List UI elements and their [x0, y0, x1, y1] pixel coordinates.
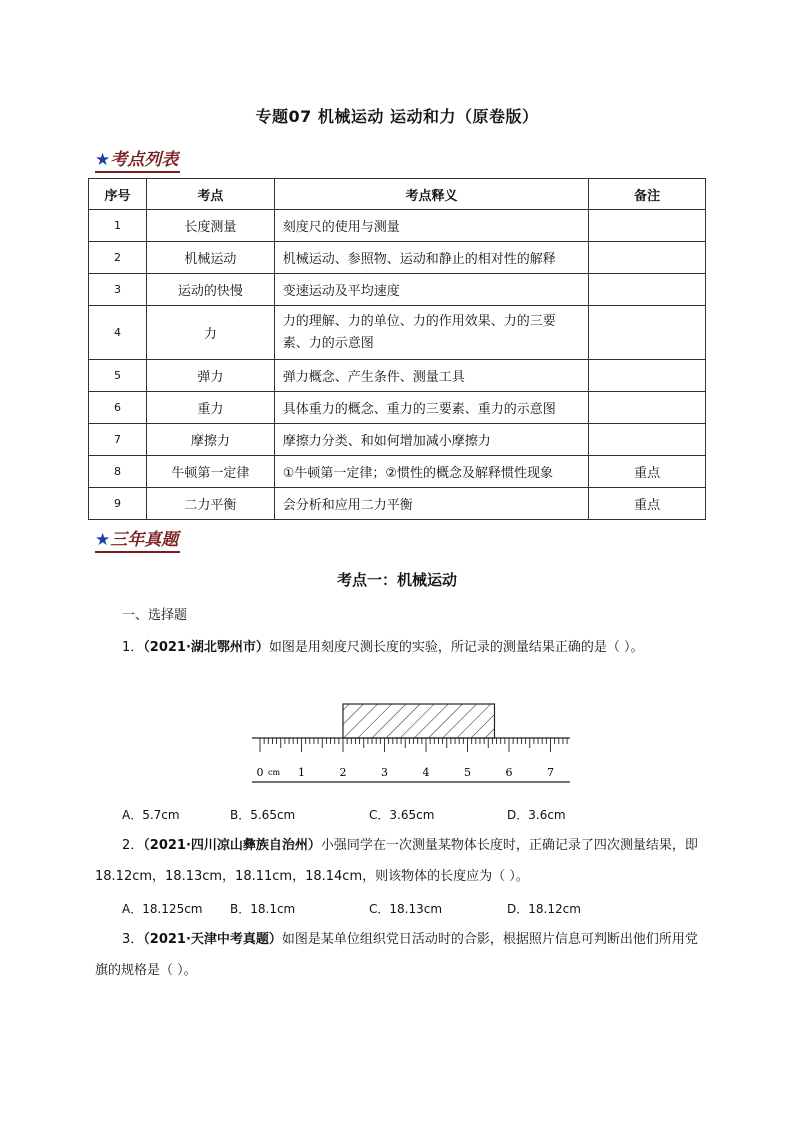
- ruler-label: 7: [547, 766, 554, 779]
- part-label: 一、选择题: [122, 608, 188, 623]
- cell-note: 重点: [589, 456, 706, 488]
- section-heading-list: [95, 150, 180, 173]
- cell-point: 机械运动: [146, 242, 274, 274]
- question-1: [95, 632, 707, 663]
- cell-note: [589, 360, 706, 392]
- question-source: （2021·天津中考真题）: [143, 932, 282, 947]
- measured-object: [343, 704, 494, 738]
- table-row: [89, 392, 706, 424]
- ruler-label: 4: [422, 766, 430, 779]
- question-3: [95, 924, 707, 986]
- star-icon: ★: [95, 150, 111, 170]
- page-title: 专题07 机械运动 运动和力（原卷版）: [255, 107, 539, 126]
- cell-desc: 具体重力的概念、重力的三要素、重力的示意图: [274, 392, 588, 424]
- option-c: C．18.13cm: [369, 902, 443, 916]
- question-number: 2．: [122, 838, 144, 853]
- section-heading-label: 考点列表: [110, 150, 179, 170]
- question-text: 小强同学在一次测量某物体长度时，正确记录了四次测量结果，即18.12cm，18.13cm，18.11cm，18.14cm，则该物体的长度应为（ ）。: [95, 838, 698, 884]
- header-point: 考点: [146, 179, 274, 210]
- cell-desc: 刻度尺的使用与测量: [274, 210, 588, 242]
- cell-desc: 力的理解、力的单位、力的作用效果、力的三要素、力的示意图: [274, 306, 588, 360]
- option-a: A．5.7cm: [122, 808, 180, 822]
- table-row: [89, 456, 706, 488]
- option-a: A．18.125cm: [122, 902, 203, 916]
- cell-no: 7: [89, 424, 147, 456]
- ruler-label: 5: [464, 766, 471, 779]
- ruler-label: 1: [298, 766, 305, 779]
- cell-point: 弹力: [146, 360, 274, 392]
- cell-point: 力: [146, 306, 274, 360]
- table-row: [89, 488, 706, 520]
- cell-point: 长度测量: [146, 210, 274, 242]
- ruler-label: 3: [381, 766, 388, 779]
- cell-note: 重点: [589, 488, 706, 520]
- table-header-row: [89, 179, 706, 210]
- cell-desc: 变速运动及平均速度: [274, 274, 588, 306]
- cell-no: 9: [89, 488, 147, 520]
- cell-no: 2: [89, 242, 147, 274]
- cell-point: 重力: [146, 392, 274, 424]
- cell-no: 4: [89, 306, 147, 360]
- question-2: [95, 830, 707, 892]
- cell-point: 牛顿第一定律: [146, 456, 274, 488]
- option-c: C．3.65cm: [369, 808, 435, 822]
- exam-points-table: [88, 178, 706, 520]
- cell-desc: 会分析和应用二力平衡: [274, 488, 588, 520]
- cell-note: [589, 242, 706, 274]
- section-heading-label: 三年真题: [110, 530, 179, 550]
- cell-point: 运动的快慢: [146, 274, 274, 306]
- option-d: D．18.12cm: [507, 902, 581, 916]
- header-desc: 考点释义: [274, 179, 588, 210]
- question-source: （2021·四川凉山彝族自治州）: [143, 838, 321, 853]
- section-heading-exams: [95, 530, 180, 553]
- question-number: 1．: [122, 640, 144, 655]
- option-d: D．3.6cm: [507, 808, 566, 822]
- table-row: [89, 360, 706, 392]
- cell-no: 1: [89, 210, 147, 242]
- ruler-label: 6: [505, 766, 513, 779]
- table-row: [89, 306, 706, 360]
- cell-point: 摩擦力: [146, 424, 274, 456]
- question-number: 3．: [122, 932, 144, 947]
- ruler-figure: [252, 702, 574, 788]
- cell-desc: 摩擦力分类、和如何增加减小摩擦力: [274, 424, 588, 456]
- header-note: 备注: [589, 179, 706, 210]
- cell-point: 二力平衡: [146, 488, 274, 520]
- table-row: [89, 424, 706, 456]
- cell-no: 6: [89, 392, 147, 424]
- header-no: 序号: [89, 179, 147, 210]
- cell-note: [589, 210, 706, 242]
- subheading: 考点一：机械运动: [336, 571, 457, 589]
- cell-desc: 弹力概念、产生条件、测量工具: [274, 360, 588, 392]
- table-row: [89, 242, 706, 274]
- table-row: [89, 210, 706, 242]
- star-icon: ★: [95, 530, 111, 550]
- question-1-options: [122, 806, 707, 826]
- question-text: 如图是用刻度尺测长度的实验，所记录的测量结果正确的是（ ）。: [268, 640, 644, 655]
- cell-no: 8: [89, 456, 147, 488]
- cell-note: [589, 306, 706, 360]
- ruler-ticks: [260, 738, 567, 752]
- question-2-options: [122, 900, 707, 920]
- option-b: B．18.1cm: [230, 902, 296, 916]
- table-row: [89, 274, 706, 306]
- cell-desc: ①牛顿第一定律；②惯性的概念及解释惯性现象: [274, 456, 588, 488]
- ruler-label: 2: [339, 766, 347, 779]
- ruler-labels: [257, 766, 555, 779]
- option-b: B．5.65cm: [230, 808, 296, 822]
- cell-no: 5: [89, 360, 147, 392]
- ruler-label: 0: [256, 766, 264, 779]
- cell-no: 3: [89, 274, 147, 306]
- cell-desc: 机械运动、参照物、运动和静止的相对性的解释: [274, 242, 588, 274]
- question-text: 如图是某单位组织党日活动时的合影，根据照片信息可判断出他们所用党旗的规格是（ ）。: [95, 932, 698, 978]
- ruler-unit-label: cm: [268, 768, 281, 777]
- question-source: （2021·湖北鄂州市）: [143, 640, 269, 655]
- cell-note: [589, 424, 706, 456]
- measured-block: [343, 704, 494, 738]
- cell-note: [589, 392, 706, 424]
- cell-note: [589, 274, 706, 306]
